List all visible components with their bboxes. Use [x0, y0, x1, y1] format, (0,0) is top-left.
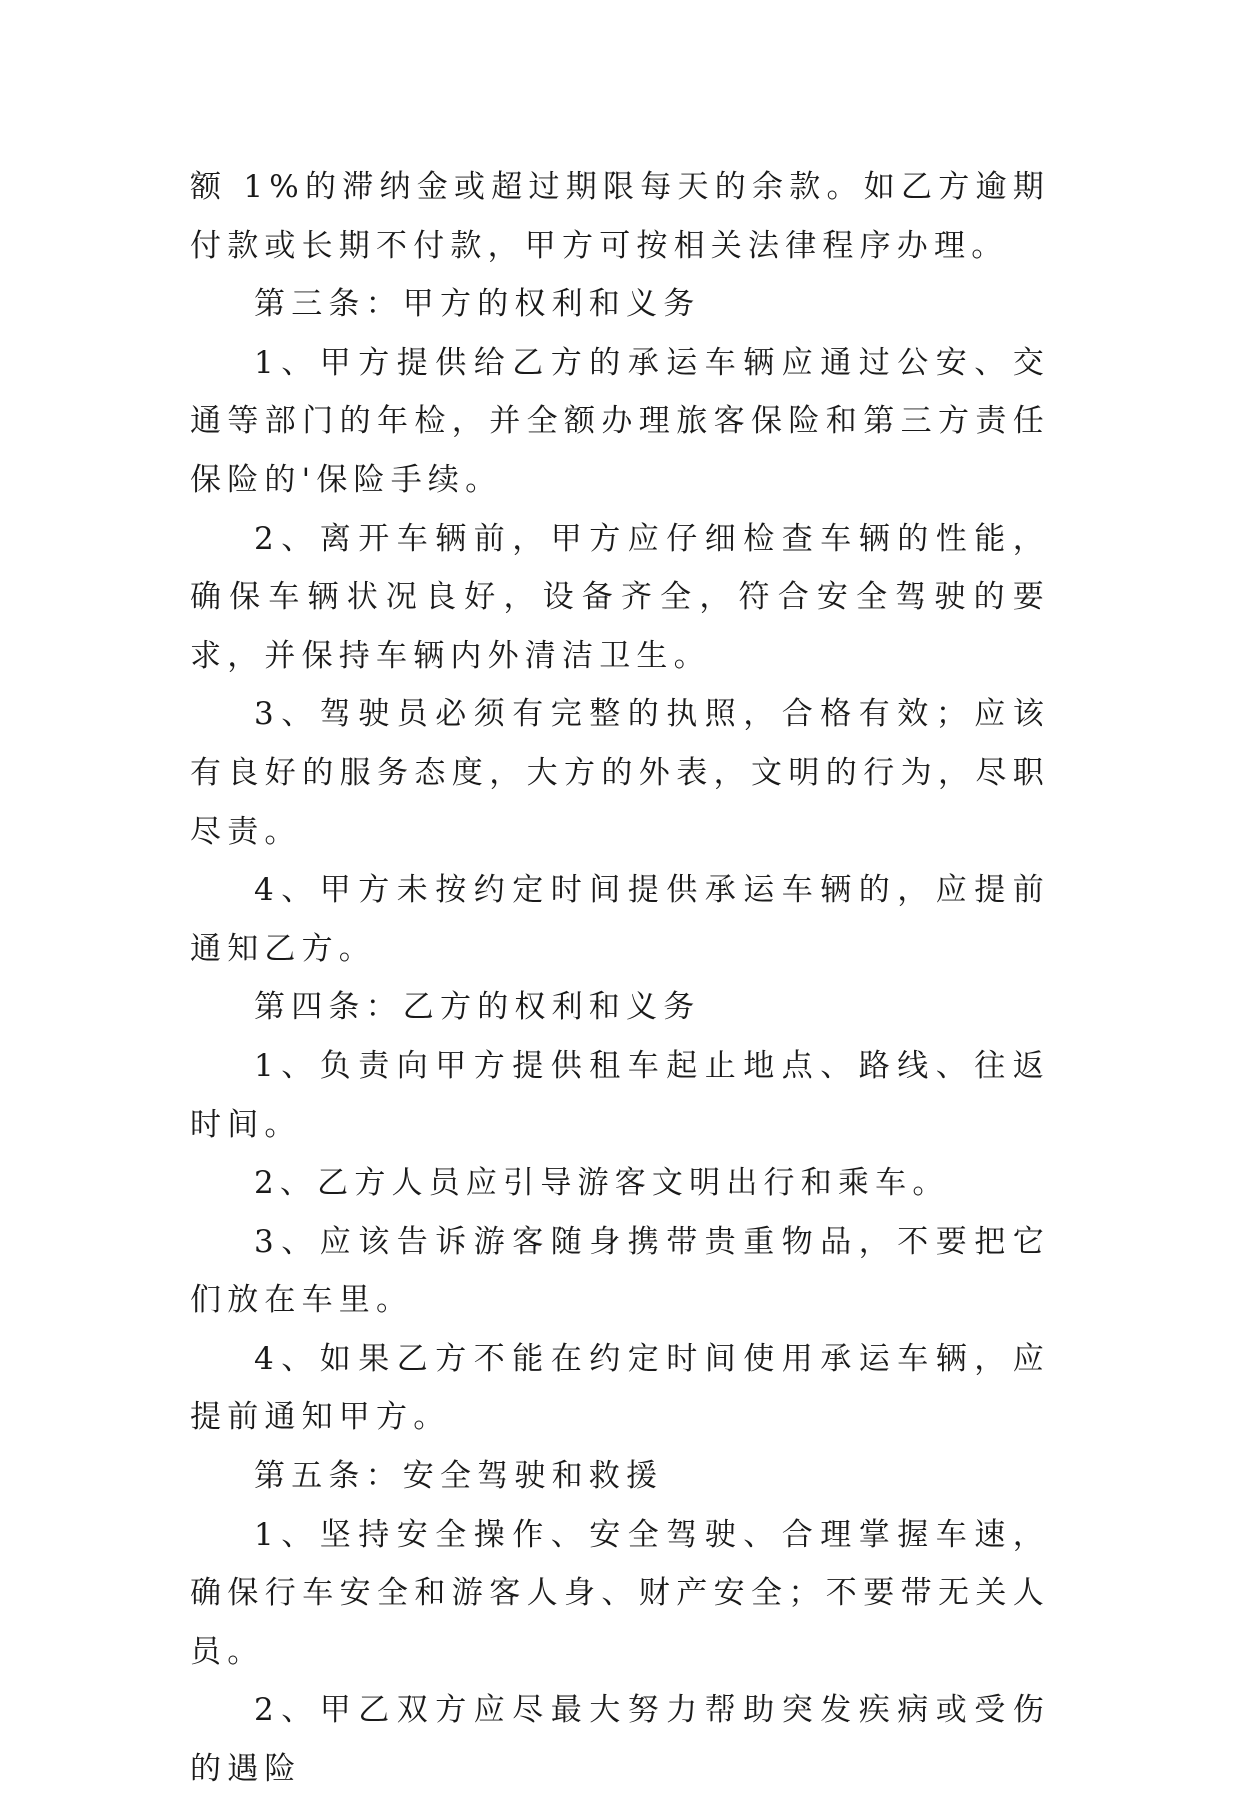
paragraph-article-5-item-1: 1、坚持安全操作、安全驾驶、合理掌握车速，确保行车安全和游客人身、财产安全；不要带无关人员。: [190, 1516, 1050, 1670]
heading-article-5: 第五条：安全驾驶和救援: [254, 1458, 664, 1495]
paragraph-article-3-item-2: 2、离开车辆前，甲方应仔细检查车辆的性能，确保车辆状况良好，设备齐全，符合安全驾驶的要求，并保持车辆内外清洁卫生。: [190, 520, 1050, 674]
paragraph-article-3-item-4: 4、甲方未按约定时间提供承运车辆的，应提前通知乙方。: [190, 872, 1050, 967]
paragraph-article-4-item-1: 1、负责向甲方提供租车起止地点、路线、往返时间。: [190, 1047, 1050, 1143]
paragraph-article-4-item-4: 4、如果乙方不能在约定时间使用承运车辆，应提前通知甲方。: [190, 1340, 1050, 1436]
paragraph-article-4-item-2: 2、乙方人员应引导游客文明出行和乘车。: [254, 1165, 950, 1202]
paragraph-article-5-item-2: 2、甲乙双方应尽最大努力帮助突发疾病或受伤的遇险: [190, 1692, 1050, 1788]
heading-article-3: 第三条：甲方的权利和义务: [254, 286, 701, 323]
paragraph-article-3-item-1: 1、甲方提供给乙方的承运车辆应通过公安、交通等部门的年检，并全额办理旅客保险和第三方责任保险的'保险手续。: [190, 344, 1050, 498]
heading-article-4: 第四条：乙方的权利和义务: [254, 989, 701, 1026]
contract-body: [190, 158, 1050, 1799]
paragraph-late-fee: 额 1%的滞纳金或超过期限每天的余款。如乙方逾期付款或长期不付款，甲方可按相关法律程序办理。: [190, 169, 1050, 264]
paragraph-article-3-item-3: 3、驾驶员必须有完整的执照，合格有效；应该有良好的服务态度，大方的外表，文明的行为，尽职尽责。: [190, 696, 1050, 850]
paragraph-article-4-item-3: 3、应该告诉游客随身携带贵重物品，不要把它们放在车里。: [190, 1223, 1050, 1319]
